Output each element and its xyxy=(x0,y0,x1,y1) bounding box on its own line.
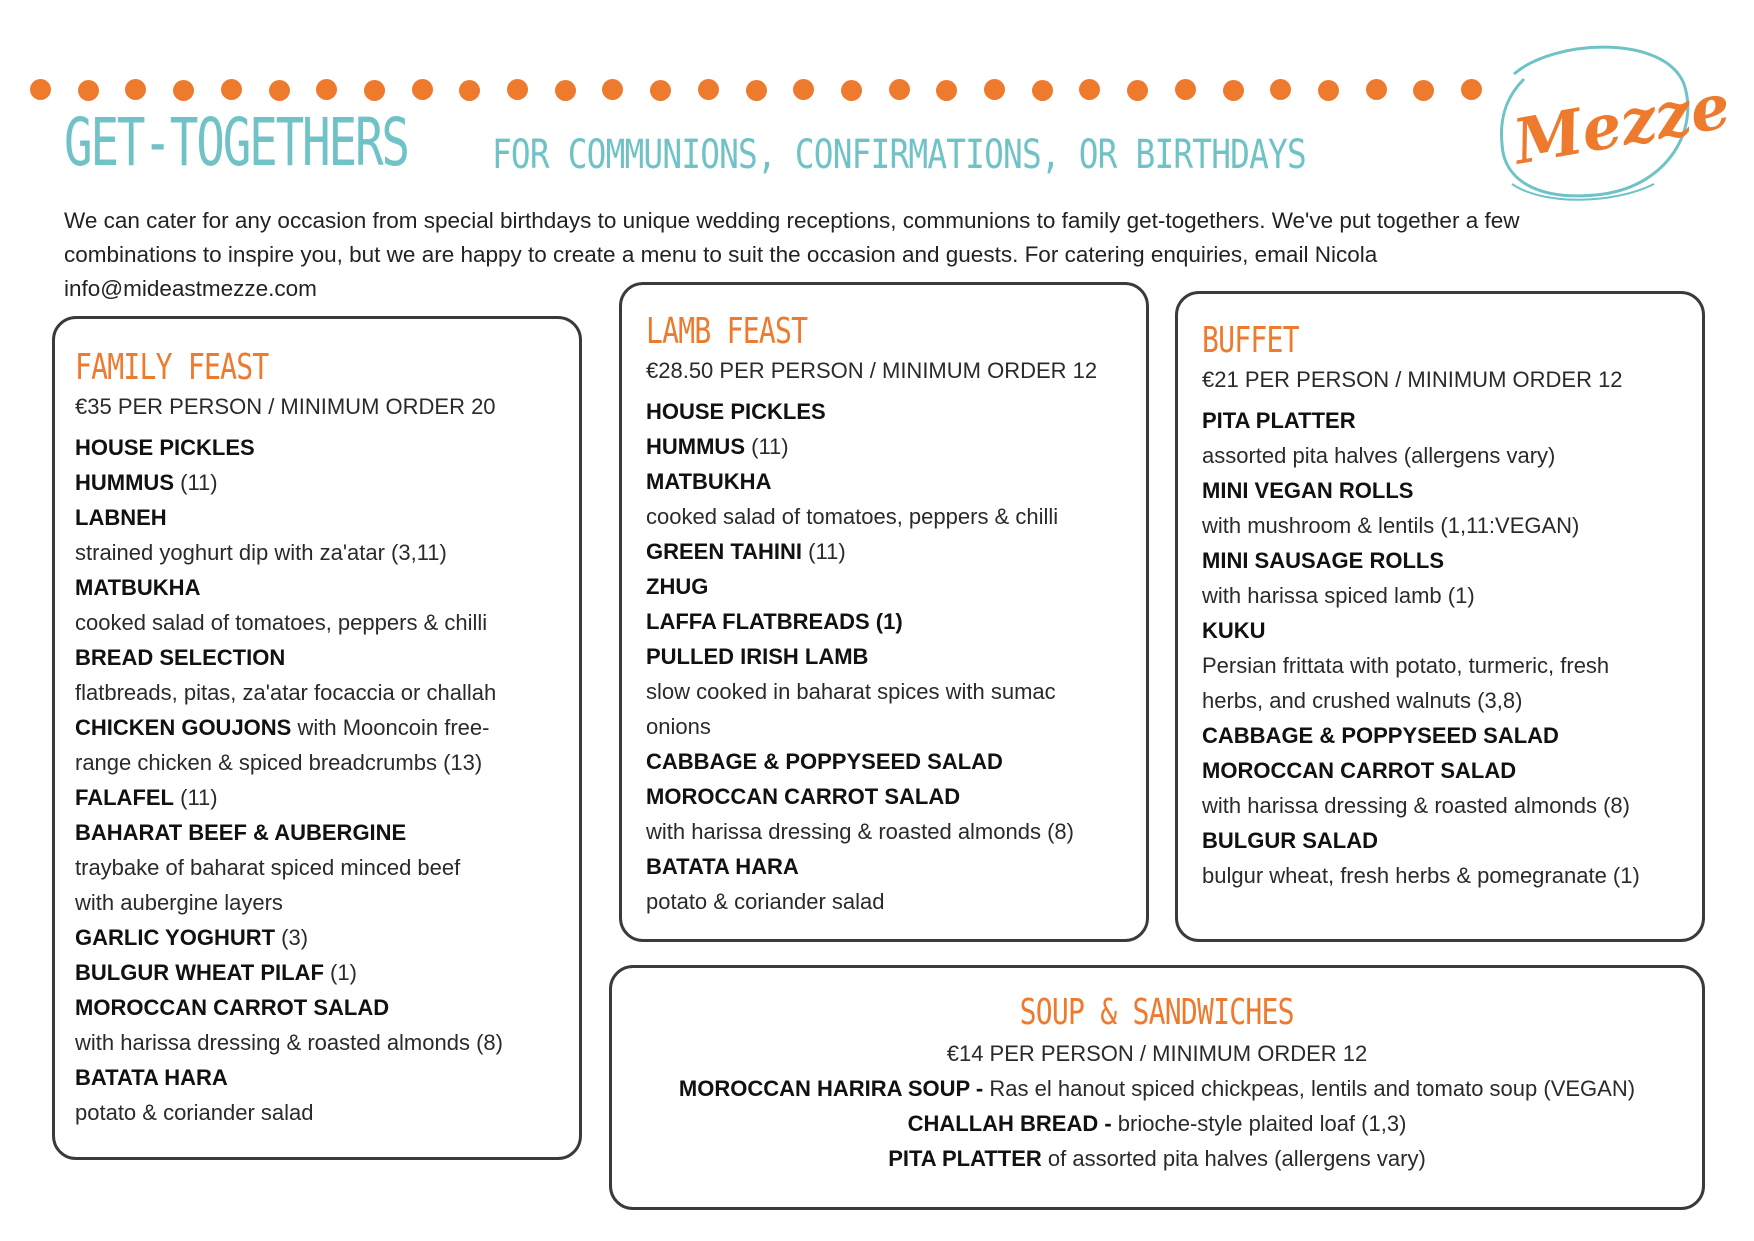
dot xyxy=(78,80,99,101)
menu-list xyxy=(632,1071,1682,1176)
menu-item-name: MOROCCAN CARROT SALAD xyxy=(1202,758,1517,783)
menu-item-description: flatbreads, pitas, za'atar focaccia or challah xyxy=(75,680,497,705)
menu-item-description: with harissa spiced lamb (1) xyxy=(1202,583,1475,608)
menu-item xyxy=(75,1060,559,1095)
card-price: €35 PER PERSON / MINIMUM ORDER 20 xyxy=(75,394,496,419)
menu-item xyxy=(75,710,559,745)
dot xyxy=(1413,80,1434,101)
menu-item-name: PITA PLATTER xyxy=(1202,408,1356,433)
menu-item-name: PULLED IRISH LAMB xyxy=(646,644,869,669)
menu-item-name: KUKU xyxy=(1202,618,1266,643)
menu-item xyxy=(646,534,1122,569)
dot xyxy=(1366,79,1387,100)
card-title: FAMILY FEAST xyxy=(75,347,269,388)
intro-line: We can cater for any occasion from special birthdays to unique wedding receptions, communions to family get-togethers. We've put together a few xyxy=(64,208,1520,233)
dot xyxy=(936,80,957,101)
menu-item-name: CABBAGE & POPPYSEED SALAD xyxy=(646,749,1003,774)
dot xyxy=(364,80,385,101)
lamb-feast-card xyxy=(619,282,1149,942)
menu-item xyxy=(75,500,559,535)
menu-item-name: MINI SAUSAGE ROLLS xyxy=(1202,548,1445,573)
menu-item-description: with mushroom & lentils (1,11:VEGAN) xyxy=(1202,513,1580,538)
menu-item-note: (1) xyxy=(323,960,357,985)
menu-item-name: ZHUG xyxy=(646,574,709,599)
mezze-logo xyxy=(1484,34,1736,209)
dot xyxy=(1461,79,1482,100)
menu-item xyxy=(1202,718,1678,753)
menu-item-description: herbs, and crushed walnuts (3,8) xyxy=(1202,688,1523,713)
menu-item-name: MOROCCAN CARROT SALAD xyxy=(646,784,961,809)
menu-item xyxy=(75,570,559,605)
menu-item-name: CHALLAH BREAD - xyxy=(907,1111,1112,1136)
menu-item xyxy=(1202,473,1678,508)
dot xyxy=(1175,79,1196,100)
dot xyxy=(1270,79,1291,100)
menu-item xyxy=(632,1141,1682,1176)
menu-list xyxy=(75,430,559,1130)
menu-item-note: (11) xyxy=(174,470,218,495)
menu-item-description: cooked salad of tomatoes, peppers & chilli xyxy=(646,504,1059,529)
menu-item xyxy=(75,430,559,465)
menu-item-description: with harissa dressing & roasted almonds (8) xyxy=(646,819,1074,844)
intro-line: combinations to inspire you, but we are happy to create a menu to suit the occasion and guests. For catering enquiries, email Nicola xyxy=(64,242,1378,267)
menu-item-name: BREAD SELECTION xyxy=(75,645,286,670)
menu-item-description: onions xyxy=(646,714,711,739)
intro-email: info@mideastmezze.com xyxy=(64,276,317,301)
menu-item xyxy=(646,604,1122,639)
title-text: GET-TOGETHERS xyxy=(64,104,408,181)
menu-item-description: bulgur wheat, fresh herbs & pomegranate (1) xyxy=(1202,863,1640,888)
dot xyxy=(173,80,194,101)
menu-item xyxy=(75,465,559,500)
menu-item-description: strained yoghurt dip with za'atar (3,11) xyxy=(75,540,447,565)
menu-item-name: GREEN TAHINI xyxy=(646,539,803,564)
menu-item xyxy=(1202,823,1678,858)
dot xyxy=(507,79,528,100)
dot xyxy=(793,79,814,100)
dot xyxy=(1032,80,1053,101)
menu-item-name: HUMMUS xyxy=(75,470,174,495)
dot xyxy=(125,79,146,100)
menu-item-description: cooked salad of tomatoes, peppers & chilli xyxy=(75,610,488,635)
menu-item-description: with harissa dressing & roasted almonds (8) xyxy=(1202,793,1630,818)
dot xyxy=(841,80,862,101)
menu-item-description: potato & coriander salad xyxy=(75,1100,314,1125)
menu-item xyxy=(646,569,1122,604)
menu-item xyxy=(646,464,1122,499)
page-title xyxy=(64,104,542,181)
menu-item xyxy=(632,1071,1682,1106)
menu-item xyxy=(632,1106,1682,1141)
soup-sandwiches-card xyxy=(609,965,1705,1210)
menu-item-name: LAFFA FLATBREADS (1) xyxy=(646,609,903,634)
menu-item xyxy=(646,394,1122,429)
dot xyxy=(602,79,623,100)
menu-item-note: (11) xyxy=(745,434,789,459)
page-subtitle: FOR COMMUNIONS, CONFIRMATIONS, OR BIRTHDAYS xyxy=(492,132,1306,178)
menu-item xyxy=(1202,543,1678,578)
menu-item-note: (3) xyxy=(275,925,309,950)
dot xyxy=(650,80,671,101)
dot xyxy=(221,79,242,100)
logo-text: Mezze xyxy=(1508,68,1736,179)
menu-item xyxy=(1202,753,1678,788)
menu-item-name: GARLIC YOGHURT xyxy=(75,925,276,950)
menu-item-name: BATATA HARA xyxy=(75,1065,228,1090)
menu-item-name: MATBUKHA xyxy=(646,469,772,494)
menu-item xyxy=(646,779,1122,814)
menu-item xyxy=(1202,613,1678,648)
dot xyxy=(555,80,576,101)
menu-item xyxy=(75,955,559,990)
dot xyxy=(746,80,767,101)
menu-item xyxy=(75,920,559,955)
menu-item-name: HUMMUS xyxy=(646,434,745,459)
menu-item-note: brioche-style plaited loaf (1,3) xyxy=(1111,1111,1407,1136)
menu-item-description: traybake of baharat spiced minced beef xyxy=(75,855,461,880)
menu-item-name: MOROCCAN HARIRA SOUP - xyxy=(678,1076,984,1101)
dot xyxy=(412,79,433,100)
dot xyxy=(1318,80,1339,101)
menu-item xyxy=(1202,403,1678,438)
menu-item-name: BATATA HARA xyxy=(646,854,799,879)
menu-item xyxy=(646,639,1122,674)
menu-item-name: BULGUR SALAD xyxy=(1202,828,1378,853)
dot xyxy=(459,80,480,101)
dot xyxy=(889,79,910,100)
menu-item-description: with harissa dressing & roasted almonds (8) xyxy=(75,1030,503,1055)
menu-list xyxy=(646,394,1122,919)
menu-item-description: Persian frittata with potato, turmeric, fresh xyxy=(1202,653,1610,678)
dot xyxy=(1223,80,1244,101)
menu-item-name: HOUSE PICKLES xyxy=(646,399,826,424)
menu-item-name: MATBUKHA xyxy=(75,575,201,600)
card-title: LAMB FEAST xyxy=(646,311,808,352)
card-title: SOUP & SANDWICHES xyxy=(1019,992,1295,1033)
dot xyxy=(1079,79,1100,100)
card-price: €28.50 PER PERSON / MINIMUM ORDER 12 xyxy=(646,358,1098,383)
menu-item-description: slow cooked in baharat spices with sumac xyxy=(646,679,1056,704)
buffet-card xyxy=(1175,291,1705,942)
card-price: €14 PER PERSON / MINIMUM ORDER 12 xyxy=(946,1041,1368,1066)
dot xyxy=(30,79,51,100)
dot xyxy=(698,79,719,100)
dot xyxy=(1127,80,1148,101)
family-feast-card xyxy=(52,316,582,1160)
menu-item-name: FALAFEL xyxy=(75,785,174,810)
menu-item-name: CHICKEN GOUJONS xyxy=(75,715,292,740)
menu-item-description: with aubergine layers xyxy=(75,890,283,915)
menu-item xyxy=(75,815,559,850)
dot xyxy=(269,80,290,101)
menu-item xyxy=(75,990,559,1025)
menu-item xyxy=(646,429,1122,464)
menu-item-name: LABNEH xyxy=(75,505,167,530)
menu-item-name: BAHARAT BEEF & AUBERGINE xyxy=(75,820,407,845)
menu-item xyxy=(646,849,1122,884)
menu-item-name: MINI VEGAN ROLLS xyxy=(1202,478,1414,503)
menu-item-description: potato & coriander salad xyxy=(646,889,885,914)
menu-item-description: assorted pita halves (allergens vary) xyxy=(1202,443,1556,468)
dot xyxy=(316,79,337,100)
dot-border xyxy=(30,79,1470,101)
card-price: €21 PER PERSON / MINIMUM ORDER 12 xyxy=(1202,367,1623,392)
menu-item-note: of assorted pita halves (allergens vary) xyxy=(1041,1146,1426,1171)
logo-swirl-icon xyxy=(1484,34,1736,209)
card-title: BUFFET xyxy=(1202,320,1299,361)
menu-list xyxy=(1202,403,1678,893)
menu-item-name: BULGUR WHEAT PILAF xyxy=(75,960,324,985)
menu-item-note: with Mooncoin free- xyxy=(291,715,490,740)
menu-item-note: (11) xyxy=(174,785,218,810)
menu-item-name: CABBAGE & POPPYSEED SALAD xyxy=(1202,723,1559,748)
menu-item-name: HOUSE PICKLES xyxy=(75,435,255,460)
menu-item-note: Ras el hanout spiced chickpeas, lentils and tomato soup (VEGAN) xyxy=(983,1076,1636,1101)
menu-item-name: PITA PLATTER xyxy=(888,1146,1042,1171)
menu-item-note: (11) xyxy=(802,539,846,564)
menu-item-description: range chicken & spiced breadcrumbs (13) xyxy=(75,750,483,775)
dot xyxy=(984,79,1005,100)
menu-item xyxy=(646,744,1122,779)
menu-item xyxy=(75,640,559,675)
menu-item-name: MOROCCAN CARROT SALAD xyxy=(75,995,390,1020)
menu-item xyxy=(75,780,559,815)
